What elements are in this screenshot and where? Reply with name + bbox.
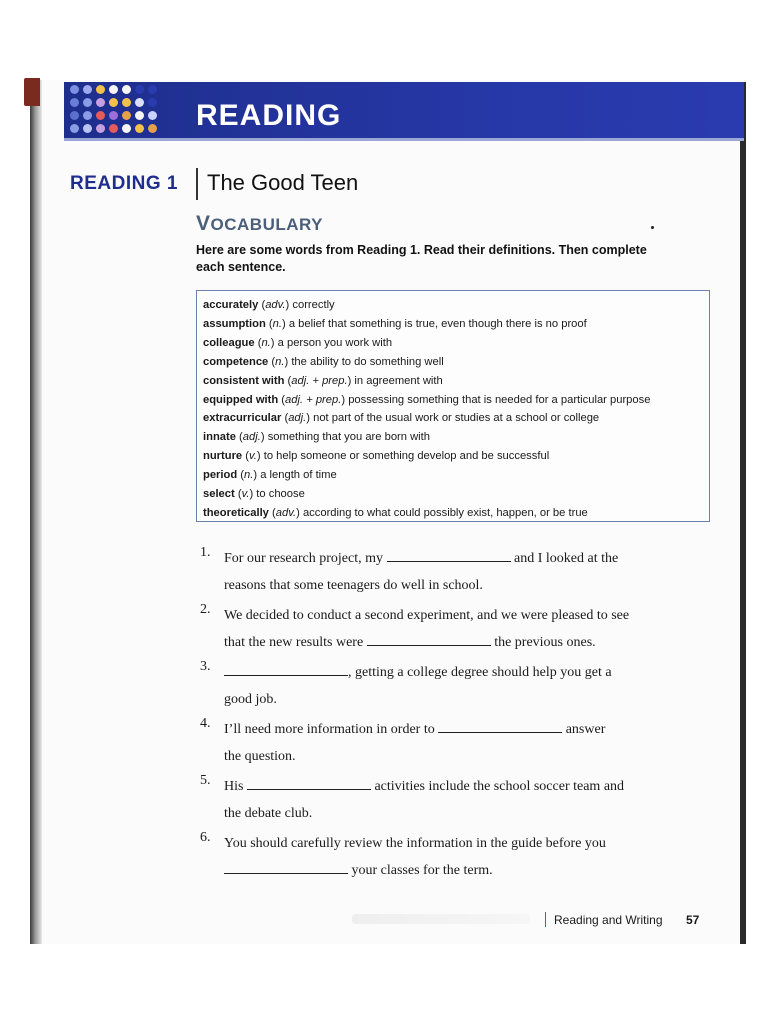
part-of-speech: adv.: [275, 506, 297, 519]
banner-dot: [96, 111, 105, 120]
question-text: reasons that some teenagers do well in school.: [224, 578, 483, 593]
vocabulary-heading-rest: OCABULARY: [210, 215, 323, 234]
question-list: [200, 545, 670, 887]
title-divider: [196, 168, 198, 200]
question-text: the previous ones.: [494, 635, 596, 650]
answer-blank[interactable]: [224, 859, 348, 874]
question-text: the question.: [224, 749, 296, 764]
banner-dot: [148, 98, 157, 107]
banner-dot: [70, 124, 79, 133]
reading-number-label: READING 1: [70, 173, 178, 194]
question-line: [224, 602, 670, 629]
pos-close: ): [249, 488, 257, 501]
vocabulary-entry: [203, 466, 709, 485]
vocabulary-term: theoretically: [203, 506, 269, 519]
question-line: [224, 572, 670, 599]
pos-close: ): [347, 374, 355, 387]
vocabulary-entry: [203, 315, 709, 334]
question-text: answer: [565, 722, 606, 737]
question-line: [224, 830, 670, 857]
question-text: your classes for the term.: [351, 863, 493, 878]
question-line: [224, 773, 670, 800]
question-line: [224, 743, 670, 770]
pos-close: ): [270, 336, 278, 349]
vocabulary-heading-initial: V: [196, 212, 211, 235]
question-line: [224, 629, 670, 656]
banner-dot: [122, 111, 131, 120]
banner-dot: [135, 85, 144, 94]
part-of-speech: adv.: [265, 299, 286, 311]
banner-dot: [70, 85, 79, 94]
part-of-speech: adj.: [288, 412, 307, 425]
vocabulary-term: select: [203, 488, 235, 501]
banner-dot: [122, 98, 131, 107]
question-line: [224, 716, 670, 743]
vocabulary-entry: [203, 428, 709, 447]
question-number: 4.: [200, 716, 211, 731]
vocabulary-term: nurture: [203, 450, 243, 463]
banner-dot: [122, 124, 131, 133]
pos-open: (: [258, 299, 266, 311]
vocabulary-term: colleague: [203, 336, 255, 349]
vocabulary-entry: [203, 485, 709, 504]
vocabulary-definition: the ability to do something well: [291, 355, 444, 368]
vocabulary-box: [196, 290, 710, 522]
question-item: [200, 830, 670, 884]
part-of-speech: adj. + prep.: [291, 374, 348, 387]
part-of-speech: adj. + prep.: [285, 393, 342, 406]
pos-close: ): [284, 355, 292, 368]
question-text: good job.: [224, 692, 277, 707]
question-number: 6.: [200, 830, 211, 845]
vocabulary-entry: [203, 391, 709, 410]
banner-dot: [135, 124, 144, 133]
pos-open: (: [242, 450, 249, 463]
question-text: activities include the school soccer team and: [374, 779, 625, 794]
banner-dot: [83, 85, 92, 94]
faded-footer-text: [352, 914, 530, 924]
vocabulary-definition: to help someone or something develop and be successful: [263, 450, 550, 463]
question-text: We decided to conduct a second experiment, and we were pleased to see: [224, 608, 630, 623]
question-text: the debate club.: [224, 806, 313, 821]
pos-open: (: [235, 431, 243, 444]
question-number: 3.: [200, 659, 211, 674]
banner-dot: [83, 111, 92, 120]
vocabulary-definition: to choose: [256, 488, 305, 501]
banner-dot: [135, 98, 144, 107]
vocabulary-term: accurately: [203, 299, 259, 311]
pos-open: (: [254, 336, 262, 349]
vocabulary-entry: [203, 447, 709, 466]
footer-label: Reading and Writing: [554, 913, 663, 927]
vocabulary-definition: correctly: [292, 299, 335, 311]
vocabulary-term: innate: [203, 431, 236, 444]
question-item: [200, 716, 670, 770]
banner-dot: [109, 124, 118, 133]
page-right-edge: [740, 82, 746, 944]
banner-title: READING: [196, 99, 342, 132]
pos-close: ): [306, 412, 314, 425]
question-number: 5.: [200, 773, 211, 788]
vocabulary-definition: a person you work with: [277, 336, 393, 349]
vocabulary-term: extracurricular: [203, 412, 282, 425]
vocabulary-entry: [203, 504, 709, 523]
question-text: I’ll need more information in order to: [224, 722, 435, 737]
vocabulary-definition: a belief that something is true, even though there is no proof: [288, 317, 587, 330]
question-number: 1.: [200, 545, 211, 560]
pos-open: (: [265, 317, 273, 330]
vocabulary-heading: [196, 212, 323, 236]
vocabulary-term: consistent with: [203, 374, 285, 387]
vocabulary-term: assumption: [203, 317, 266, 330]
question-text: , getting a college degree should help you get a: [348, 665, 612, 680]
pos-close: ): [285, 299, 293, 311]
pos-close: ): [281, 317, 289, 330]
page-number: 57: [686, 913, 700, 927]
banner-dot: [96, 124, 105, 133]
vocabulary-entry: [203, 372, 709, 391]
footer-divider: [545, 912, 546, 927]
banner-dot: [70, 98, 79, 107]
question-line: [224, 686, 670, 713]
instructions: Here are some words from Reading 1. Read their definitions. Then complete each sentence.: [196, 243, 647, 274]
pos-open: (: [284, 374, 292, 387]
question-item: [200, 773, 670, 827]
question-text: that the new results were: [224, 635, 364, 650]
banner-dot: [96, 98, 105, 107]
banner-rule: [64, 138, 744, 141]
banner-dot: [109, 85, 118, 94]
vocabulary-entry: [203, 409, 709, 428]
stray-mark: [651, 226, 654, 229]
question-item: [200, 602, 670, 656]
part-of-speech: n.: [275, 355, 285, 368]
question-line: [224, 800, 670, 827]
question-line: [224, 659, 670, 686]
question-line: [224, 857, 670, 884]
book-spine-shadow: [30, 80, 42, 944]
reading-title: The Good Teen: [207, 170, 359, 195]
banner-dot: [148, 111, 157, 120]
answer-blank[interactable]: [438, 718, 562, 733]
answer-blank[interactable]: [247, 775, 371, 790]
vocabulary-term: equipped with: [203, 393, 279, 406]
question-text: His: [224, 779, 244, 794]
vocabulary-term: period: [203, 469, 238, 482]
vocabulary-definition: something that you are born with: [267, 431, 430, 444]
answer-blank[interactable]: [387, 547, 511, 562]
part-of-speech: n.: [244, 469, 254, 482]
banner-dot: [135, 111, 144, 120]
part-of-speech: n.: [261, 336, 271, 349]
vocabulary-definition: according to what could possibly exist, happen, or be true: [302, 506, 588, 519]
banner-dot: [148, 85, 157, 94]
vocabulary-definition: a length of time: [260, 469, 337, 482]
question-item: [200, 659, 670, 713]
banner-dot: [96, 85, 105, 94]
vocabulary-definition: not part of the usual work or studies at a school or college: [313, 412, 600, 425]
banner-dot: [70, 111, 79, 120]
pos-close: ): [260, 431, 268, 444]
pos-open: (: [268, 506, 276, 519]
pos-open: (: [234, 488, 242, 501]
pos-open: (: [281, 412, 289, 425]
question-text: For our research project, my: [224, 551, 383, 566]
part-of-speech: v.: [241, 488, 250, 501]
part-of-speech: v.: [249, 450, 257, 463]
pos-close: ): [256, 450, 264, 463]
vocabulary-entry: [203, 353, 709, 372]
vocabulary-definition: in agreement with: [354, 374, 443, 387]
question-number: 2.: [200, 602, 211, 617]
pos-close: ): [296, 506, 303, 519]
question-text: and I looked at the: [514, 551, 619, 566]
vocabulary-entry: [203, 334, 709, 353]
pos-open: (: [237, 469, 245, 482]
banner-dot: [122, 85, 131, 94]
part-of-speech: adj.: [242, 431, 261, 444]
pos-close: ): [341, 393, 349, 406]
part-of-speech: n.: [272, 317, 282, 330]
pos-open: (: [278, 393, 286, 406]
question-item: [200, 545, 670, 599]
banner-dot: [109, 111, 118, 120]
banner-dot: [148, 124, 157, 133]
pos-close: ): [253, 469, 261, 482]
book-spine-cap: [24, 78, 40, 106]
question-text: You should carefully review the information in the guide before you: [224, 836, 606, 851]
vocabulary-entry: [203, 296, 709, 315]
vocabulary-definition: possessing something that is needed for a particular purpose: [348, 393, 651, 406]
question-line: [224, 545, 670, 572]
banner-dot: [83, 98, 92, 107]
answer-blank[interactable]: [224, 661, 348, 676]
vocabulary-term: competence: [203, 355, 269, 368]
banner-dot: [83, 124, 92, 133]
answer-blank[interactable]: [367, 631, 491, 646]
banner-dot: [109, 98, 118, 107]
banner-dot-pattern: [70, 84, 170, 136]
pos-open: (: [268, 355, 276, 368]
